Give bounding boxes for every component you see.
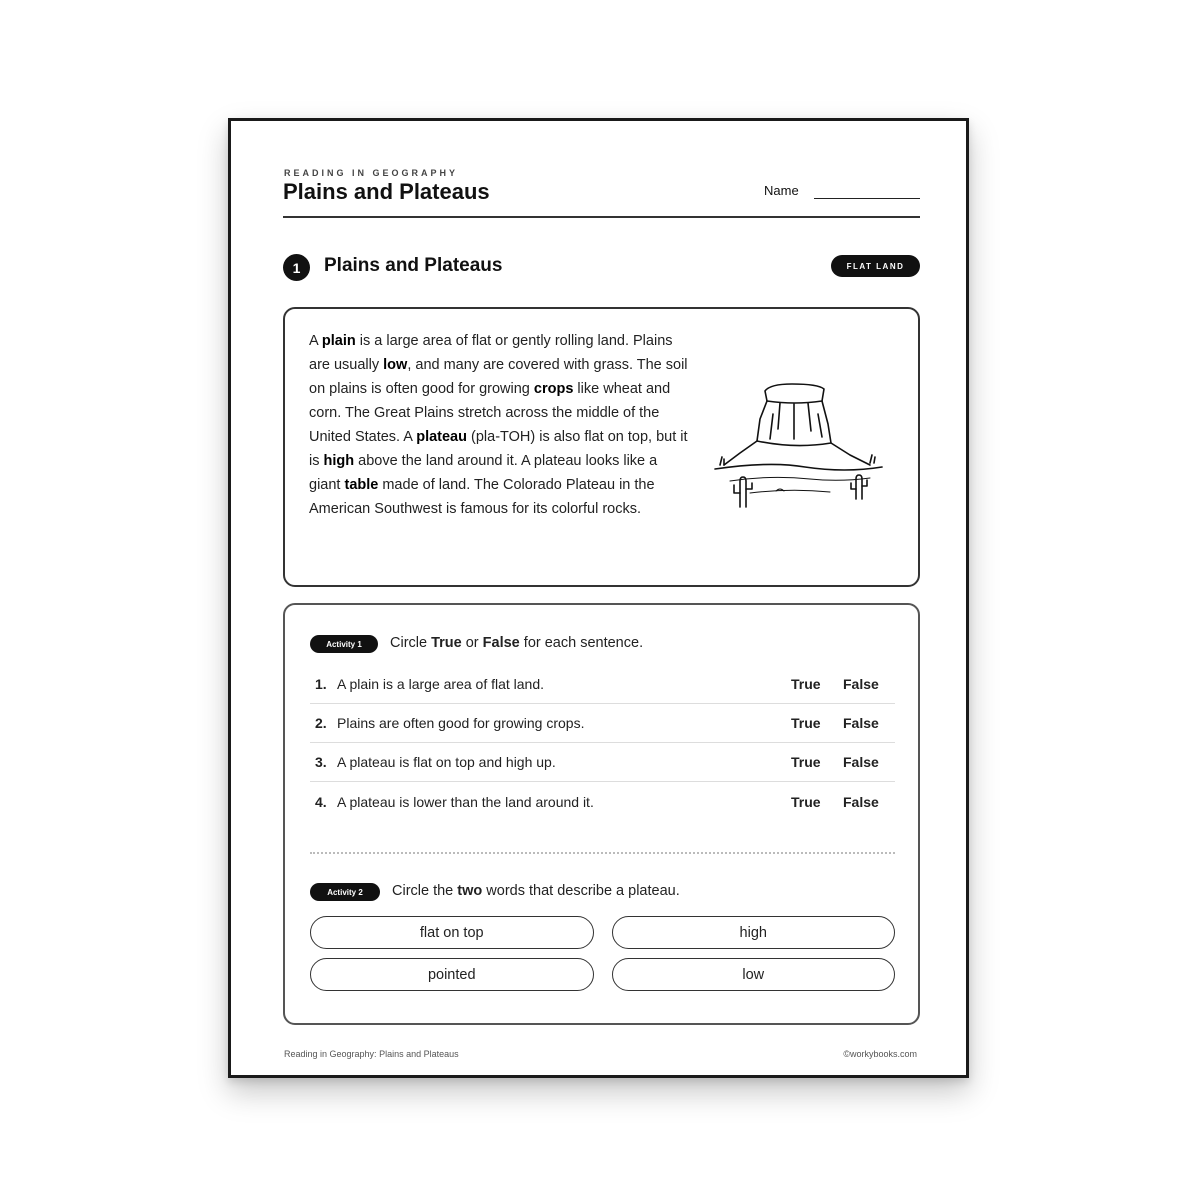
true-false-row (310, 704, 895, 743)
mesa-desert-illustration-icon (710, 369, 885, 514)
word-choice-grid (310, 916, 895, 991)
true-false-row (310, 665, 895, 704)
bold-term: low (383, 357, 408, 373)
true-option[interactable]: True (791, 754, 821, 770)
worksheet-page (228, 118, 969, 1078)
text-run: or (461, 635, 483, 651)
bold-term: crops (533, 381, 574, 397)
reading-passage-box (283, 307, 920, 587)
activity-2-badge: Activity 2 (310, 883, 380, 901)
text-run: like wheat and corn. The Great Plains stretch across the middle of the United States. A (309, 381, 671, 445)
activity-1-instruction (390, 635, 643, 651)
item-number: 3. (315, 754, 327, 770)
bold-term: False (482, 635, 520, 651)
activities-box (283, 603, 920, 1025)
name-line (814, 198, 920, 199)
text-run: for each sentence. (519, 635, 644, 651)
true-false-list (310, 665, 895, 821)
item-statement: A plateau is flat on top and high up. (337, 754, 556, 770)
section-topic-badge: FLAT LAND (831, 255, 920, 277)
item-number: 2. (315, 715, 327, 731)
bold-term: plateau (416, 429, 467, 445)
text-run: Circle (390, 635, 432, 651)
text-run: , and many are covered with grass. The soil on plains is often good for growing (309, 357, 688, 397)
worksheet-kicker: READING IN GEOGRAPHY (284, 168, 459, 178)
true-option[interactable]: True (791, 793, 821, 810)
bold-term: high (323, 453, 355, 469)
false-option[interactable]: False (843, 676, 879, 692)
activity-1-badge: Activity 1 (310, 635, 378, 653)
text-run: words that describe a plateau. (482, 883, 680, 899)
bold-term: two (457, 883, 483, 899)
section-title: Plains and Plateaus (324, 255, 503, 276)
item-statement: A plateau is lower than the land around it. (337, 793, 594, 810)
word-choice-pill[interactable]: flat on top (310, 916, 594, 949)
bold-term: True (431, 635, 462, 651)
text-run: above the land around it. A plateau looks like a giant (309, 453, 658, 493)
text-run: (pla-TOH) is also flat on top, but it is (309, 429, 688, 469)
item-number: 4. (315, 793, 327, 810)
true-option[interactable]: True (791, 676, 821, 692)
bold-term: plain (321, 333, 356, 349)
text-run: is a large area of flat or gently rolling land. Plains are usually (309, 333, 673, 373)
activity-separator (310, 852, 895, 854)
text-run: made of land. The Colorado Plateau in the American Southwest is famous for its colorful rocks. (309, 477, 655, 517)
activity-2-instruction (392, 883, 680, 899)
worksheet-title: Plains and Plateaus (283, 179, 490, 204)
true-false-row (310, 782, 895, 821)
false-option[interactable]: False (843, 715, 879, 731)
text-run: Circle the (392, 883, 458, 899)
item-number: 1. (315, 676, 327, 692)
bold-term: table (344, 477, 379, 493)
item-statement: A plain is a large area of flat land. (337, 676, 545, 692)
name-label: Name (764, 183, 799, 198)
word-choice-pill[interactable]: low (612, 958, 896, 991)
word-choice-pill[interactable]: high (612, 916, 896, 949)
false-option[interactable]: False (843, 754, 879, 770)
section-number-badge: 1 (283, 254, 310, 281)
item-statement: Plains are often good for growing crops. (337, 715, 585, 731)
true-option[interactable]: True (791, 715, 821, 731)
false-option[interactable]: False (843, 793, 879, 810)
footer-title: Reading in Geography: Plains and Plateaus (284, 1049, 459, 1059)
true-false-row (310, 743, 895, 782)
word-choice-pill[interactable]: pointed (310, 958, 594, 991)
header-divider (283, 216, 920, 218)
footer-credit: ©workybooks.com (843, 1049, 917, 1059)
reading-passage (309, 329, 691, 521)
text-run: A (309, 333, 322, 349)
